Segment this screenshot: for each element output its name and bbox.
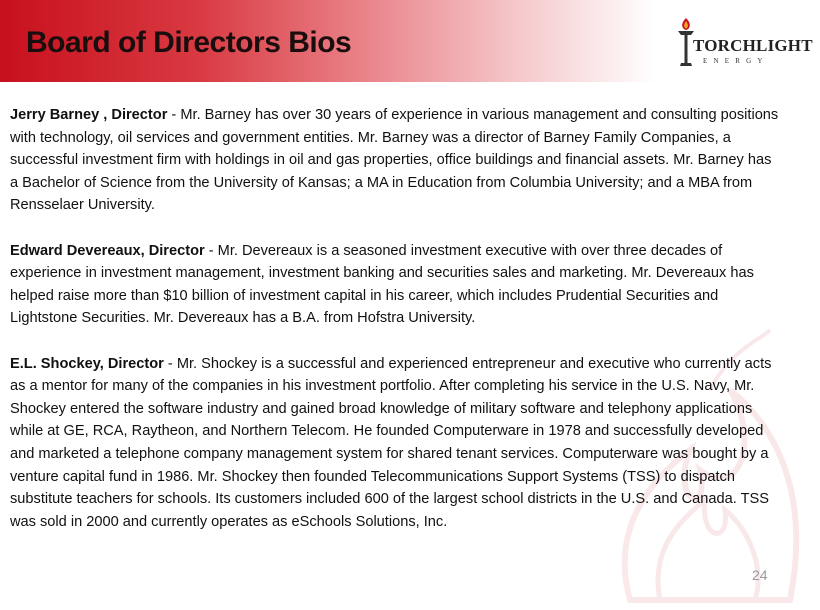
bio-name: Jerry Barney , Director <box>10 107 168 123</box>
bio-name: E.L. Shockey, Director <box>10 355 164 372</box>
bio-edward-devereaux <box>10 240 782 330</box>
bio-text: Mr. Barney has over 30 years of experience in various management and consulting positions with technology, oil services and government entities. Mr. Barney was a director of Barney Family Companies, a successful investment firm with holdings in oil and gas properties, office buildings and financial assets. Mr. Barney has a Bachelor of Science from the University of Kansas; a MA in Education from Columbia University; and a MBA from Rensselaer University. <box>10 107 779 214</box>
bios-content <box>10 104 782 556</box>
logo-wordmark: TORCHLIGHT <box>693 36 813 55</box>
bio-separator: - <box>204 242 218 259</box>
bio-jerry-barney <box>10 104 782 217</box>
bio-separator: - <box>167 107 181 123</box>
page-number: 24 <box>752 567 768 583</box>
slide-title: Board of Directors Bios <box>26 26 352 59</box>
company-logo <box>673 16 813 72</box>
bio-el-shockey <box>10 353 782 534</box>
bio-text: Mr. Devereaux is a seasoned investment executive with over three decades of experience in investment management, investment banking and securities sales and marketing. Mr. Devereaux has helped raise more than $10 billion of investment capital in his career, which includes Prudential Securities and Lightstone Securities. Mr. Devereaux has a B.A. from Hofstra University. <box>10 242 754 327</box>
logo-subtitle: ENERGY <box>703 57 769 65</box>
bio-text: Mr. Shockey is a successful and experienced entrepreneur and executive who currently acts as a mentor for many of the companies in his investment portfolio. After completing his service in the U.S. Navy, Mr. Shockey entered the software industry and gained broad knowledge of military software and telephony applications while at GE, RCA, Raytheon, and Northern Telecom. He founded Computerware in 1978 and successfully developed and marketed a telephone company management system for shared tenant services. Computerware was bought by a venture capital fund in 1986. Mr. Shockey then founded Telecommunications Support Systems (TSS) to dispatch substitute teachers for schools. Its customers included 600 of the largest school districts in the U.S. and Canada. TSS was sold in 2000 and currently operates as eSchools Solutions, Inc. <box>10 355 772 530</box>
bio-separator: - <box>163 355 177 372</box>
bio-name: Edward Devereaux, Director <box>10 242 205 259</box>
